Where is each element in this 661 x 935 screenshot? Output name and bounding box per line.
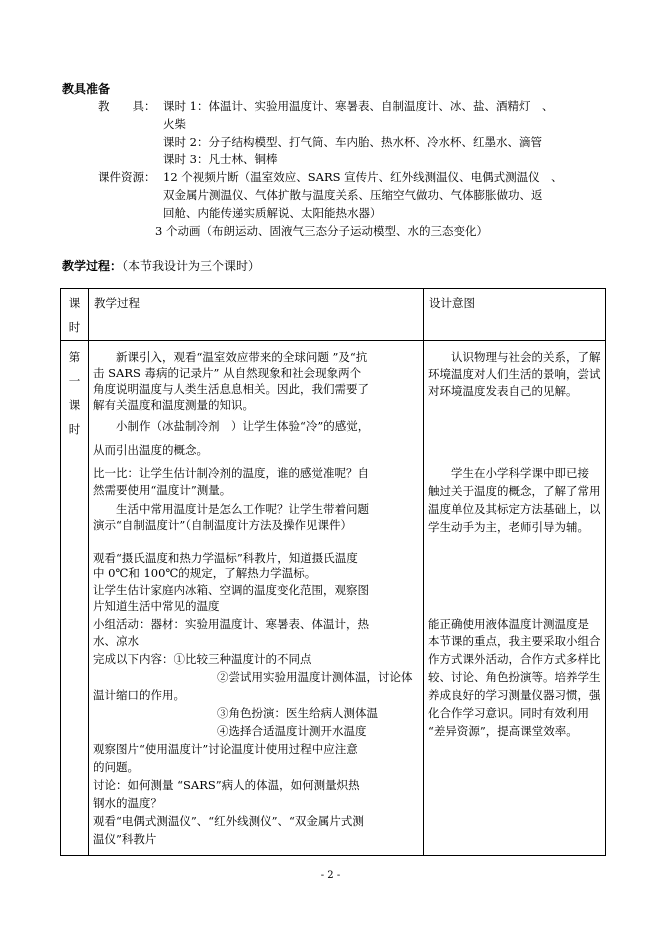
design-line: 环境温度对人们生活的景响，尝试 [428, 367, 601, 381]
period-char: 时 [68, 422, 81, 436]
design-line: “差异资源”，提高课堂效率。 [428, 724, 578, 738]
design-line: 能正确使用液体温度计测温度是 [428, 617, 589, 631]
period-char: 一 [68, 374, 81, 388]
process-line: 中 0℃和 100℃的规定，了解热力学温标。 [93, 566, 317, 580]
process-line: 温仪”科教片 [93, 832, 157, 846]
resource-line: 3 个动画（布朗运动、固液气三态分子运动模型、水的三态变化） [155, 224, 488, 238]
resource-line: 双金属片测温仪、气体扩散与温度关系、压缩空气做功、气体膨胀做功、返 [163, 188, 543, 202]
period-cell [61, 341, 89, 856]
process-cell [89, 341, 424, 856]
design-line: 化合作学习意识。同时有效利用 [428, 706, 589, 720]
lesson-table [60, 288, 606, 856]
table-row [61, 341, 606, 856]
design-line: 认识物理与社会的关系，了解 [428, 350, 601, 364]
page-number: - 2 - [320, 870, 341, 881]
teacher-aids-label: 教 具： [98, 99, 156, 113]
period-header-char: 时 [68, 320, 81, 334]
process-line: 观看“电偶式测温仪”、“红外线测仪”、“双金属片式测 [93, 814, 364, 828]
design-line: 学生在小学科学课中即已接 [428, 466, 589, 480]
process-line: 演示“自制温度计”（自制温度计方法及操作见课件） [93, 518, 353, 532]
process-line: 比一比：让学生估计制冷剂的温度，谁的感觉准呢？自 [93, 466, 369, 480]
process-line: 新课引入，观看“温室效应带来的全球问题 ”及“抗 [93, 350, 368, 364]
resource-line: 回舱、内能传递实质解说、太阳能热水器） [163, 206, 382, 220]
process-line: 小组活动：器材：实验用温度计、寒暑表、体温计，热 [93, 617, 369, 631]
process-line: 从而引出温度的概念。 [93, 443, 208, 457]
design-line: 对环境温度发表自己的见解。 [428, 384, 578, 398]
design-line: 本节课的重点，我主要采取小组合 [428, 634, 601, 648]
table-header-row [61, 289, 606, 341]
process-line: 温计缩口的作用。 [93, 688, 185, 702]
process-note: （本节我设计为三个课时） [122, 259, 261, 273]
resource-line: 12 个视频片断（温室效应、SARS 宣传片、红外线测温仪、电偶式测温仪 、 [163, 170, 563, 184]
equipment-line: 课时 1：体温计、实验用温度计、寒暑表、自制温度计、冰、盐、酒精灯 、 [163, 99, 554, 113]
equipment-line: 课时 3：凡士林、铜棒 [163, 152, 278, 166]
process-line: 让学生估计家庭内冰箱、空调的温度变化范围，观察图 [93, 583, 369, 597]
process-line: 观察图片“使用温度计”讨论温度计使用过程中应注意 [93, 742, 358, 756]
design-cell [424, 341, 606, 856]
process-line: 然需要使用“温度计”测量。 [93, 483, 232, 497]
equipment-heading: 教具准备 [62, 82, 111, 96]
equipment-line: 火柴 [163, 117, 186, 131]
process-line: 角度说明温度与人类生活息息相关。因此，我们需要了 [93, 382, 369, 396]
design-line: 触过关于温度的概念，了解了常用 [428, 484, 601, 498]
process-line: 水、凉水 [93, 634, 139, 648]
process-line: 的问题。 [93, 760, 139, 774]
courseware-label: 课件资源： [98, 170, 156, 184]
process-line: 击 SARS 毒病的记录片” 从自然现象和社会现象两个 [93, 366, 362, 380]
design-line: 养成良好的学习测量仪器习惯，强 [428, 688, 601, 702]
process-title: 教学过程： [62, 259, 123, 273]
period-char: 课 [68, 398, 81, 412]
period-header-char: 课 [68, 296, 81, 310]
process-line: 解有关温度和温度测量的知识。 [93, 398, 254, 412]
process-header: 教学过程 [89, 289, 424, 341]
process-line: 完成以下内容：①比较三种温度计的不同点 [93, 652, 312, 666]
period-char: 第 [68, 350, 81, 364]
process-line: 片知道生活中常见的温度 [93, 599, 220, 613]
process-line: 观看“摄氏温度和热力学温标”科教片，知道摄氏温度 [93, 551, 358, 565]
design-line: 较、讨论、角色扮演等。培养学生 [428, 670, 601, 684]
process-line: 生活中常用温度计是怎么工作呢？让学生带着问题 [93, 502, 369, 516]
design-line: 学生动手为主，老师引导为辅。 [428, 520, 589, 534]
process-line: 讨论：如何测量 “SARS”病人的体温，如何测量炽热 [93, 778, 360, 792]
design-header: 设计意图 [424, 289, 606, 341]
process-line: ②尝试用实验用温度计测体温，讨论体 [217, 670, 413, 684]
period-header [61, 289, 89, 341]
process-line: 钢水的温度？ [93, 796, 162, 810]
process-heading [62, 257, 260, 274]
design-line: 作方式课外活动，合作方式多样比 [428, 652, 601, 666]
equipment-line: 课时 2：分子结构模型、打气筒、车内胎、热水杯、冷水杯、红墨水、滴管 [163, 135, 542, 149]
process-line: ④选择合适温度计测开水温度 [217, 724, 367, 738]
design-line: 温度单位及其标定方法基础上，以 [428, 502, 601, 516]
process-line: ③角色扮演：医生给病人测体温 [217, 706, 378, 720]
process-line: 小制作（冰盐制冷剂 ）让学生体验“冷”的感觉， [93, 419, 370, 433]
